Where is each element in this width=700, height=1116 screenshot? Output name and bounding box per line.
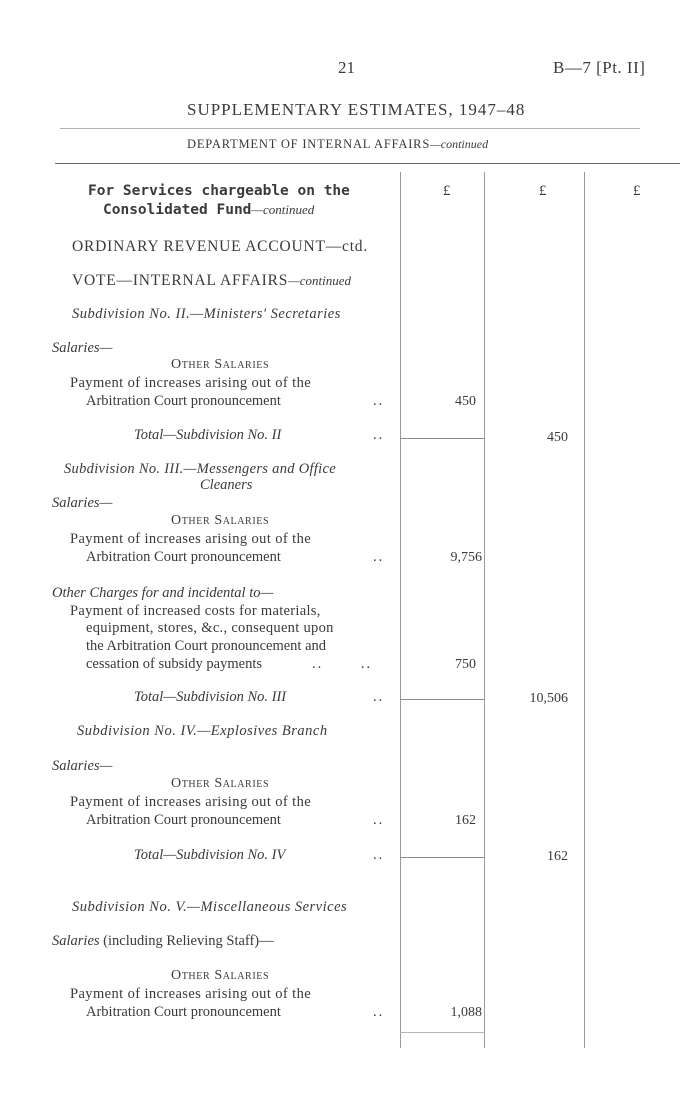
subdivision-2-other-salaries: Other Salaries [171,357,270,372]
subdivision-2-amount: 450 [455,394,476,409]
subdivision-4-total: 162 [547,849,568,864]
subdivision-4-leader: .. [373,812,385,828]
subdivision-2-leader: .. [373,393,385,409]
account-heading: ORDINARY REVENUE ACCOUNT—ctd. [72,238,369,255]
vote-label: VOTE—INTERNAL AFFAIRS [72,272,289,289]
subdivision-4-total-rule [400,857,485,858]
subdivision-2-total: 450 [547,430,568,445]
department-name: DEPARTMENT OF INTERNAL AFFAIRS [187,137,431,151]
subdivision-4-payment-line2: Arbitration Court pronouncement [86,812,281,828]
subdivision-4-total-leader: .. [373,847,385,863]
subdivision-4-other-salaries: Other Salaries [171,776,270,791]
services-heading-line1: For Services chargeable on the [88,183,350,199]
subdivision-2-total-label: Total—Subdivision No. II [134,427,282,443]
vote-continued: —continued [288,273,351,288]
column-rule-3 [584,172,585,1048]
subdivision-5-title: Subdivision No. V.—Miscellaneous Services [72,899,348,915]
column-rule-1 [400,172,401,1048]
column-header-pound-2: £ [539,183,547,199]
subdivision-2-title: Subdivision No. II.—Ministers' Secretaries [72,306,341,322]
subdivision-5-salaries-note: (including Relieving Staff)— [99,933,274,949]
subdivision-2-payment-line2: Arbitration Court pronouncement [86,393,281,409]
vote-heading [72,272,351,290]
subdivision-5-payment-line2: Arbitration Court pronouncement [86,1004,281,1020]
department-heading [187,137,488,152]
subdivision-3-total: 10,506 [529,691,568,706]
page-title: SUPPLEMENTARY ESTIMATES, 1947–48 [187,100,526,119]
table-top-rule [55,163,680,164]
subdivision-3-charges-amount: 750 [455,657,476,672]
subdivision-3-title-line1: Subdivision No. III.—Messengers and Office [64,461,336,477]
subdivision-4-total-label: Total—Subdivision No. IV [134,847,286,863]
subdivision-4-payment-line1: Payment of increases arising out of the [70,794,312,810]
subdivision-3-other-charges: Other Charges for and incidental to— [52,585,274,601]
subdivision-2-total-rule [400,438,485,439]
subdivision-4-title: Subdivision No. IV.—Explosives Branch [77,723,328,739]
subdivision-3-total-label: Total—Subdivision No. III [134,689,287,705]
subdivision-3-title-line2: Cleaners [200,477,253,493]
subdivision-5-other-salaries: Other Salaries [171,968,270,983]
subdivision-4-salaries: Salaries— [52,758,113,774]
subdivision-5-bottom-rule [400,1032,485,1033]
subdivision-2-salaries: Salaries— [52,340,113,356]
subdivision-3-payment-line2: Arbitration Court pronouncement [86,549,281,565]
subdivision-3-leader: .. [373,549,385,565]
document-reference: B—7 [Pt. II] [553,58,646,77]
page-number: 21 [338,58,355,77]
subdivision-2-payment-line1: Payment of increases arising out of the [70,375,312,391]
subdivision-3-total-rule [400,699,485,700]
subdivision-2-total-leader: .. [373,427,385,443]
subdivision-5-payment-line1: Payment of increases arising out of the [70,986,312,1002]
subdivision-3-charges-leader: .. .. [312,656,373,672]
consolidated-fund-label: Consolidated Fund [103,202,252,218]
column-header-pound-1: £ [443,183,451,199]
department-continued: —continued [430,137,489,151]
subdivision-3-charges-line1: Payment of increased costs for materials, [70,603,321,619]
title-rule [60,128,640,129]
subdivision-3-payment-line1: Payment of increases arising out of the [70,531,312,547]
subdivision-3-charges-line3: the Arbitration Court pronouncement and [86,638,327,654]
column-header-pound-3: £ [633,183,641,199]
subdivision-5-leader: .. [373,1004,385,1020]
services-heading-line2 [103,202,314,219]
subdivision-4-amount: 162 [455,813,476,828]
subdivision-5-salaries-label: Salaries [52,933,100,949]
subdivision-3-salaries: Salaries— [52,495,113,511]
subdivision-5-amount: 1,088 [450,1005,482,1020]
subdivision-5-salaries [52,933,274,950]
subdivision-3-salaries-amount: 9,756 [450,550,482,565]
subdivision-3-charges-line2: equipment, stores, &c., consequent upon [86,620,334,636]
subdivision-3-total-leader: .. [373,689,385,705]
subdivision-3-other-salaries: Other Salaries [171,513,270,528]
column-rule-2 [484,172,485,1048]
subdivision-3-charges-line4: cessation of subsidy payments [86,656,262,672]
consolidated-fund-continued: —continued [251,202,315,217]
